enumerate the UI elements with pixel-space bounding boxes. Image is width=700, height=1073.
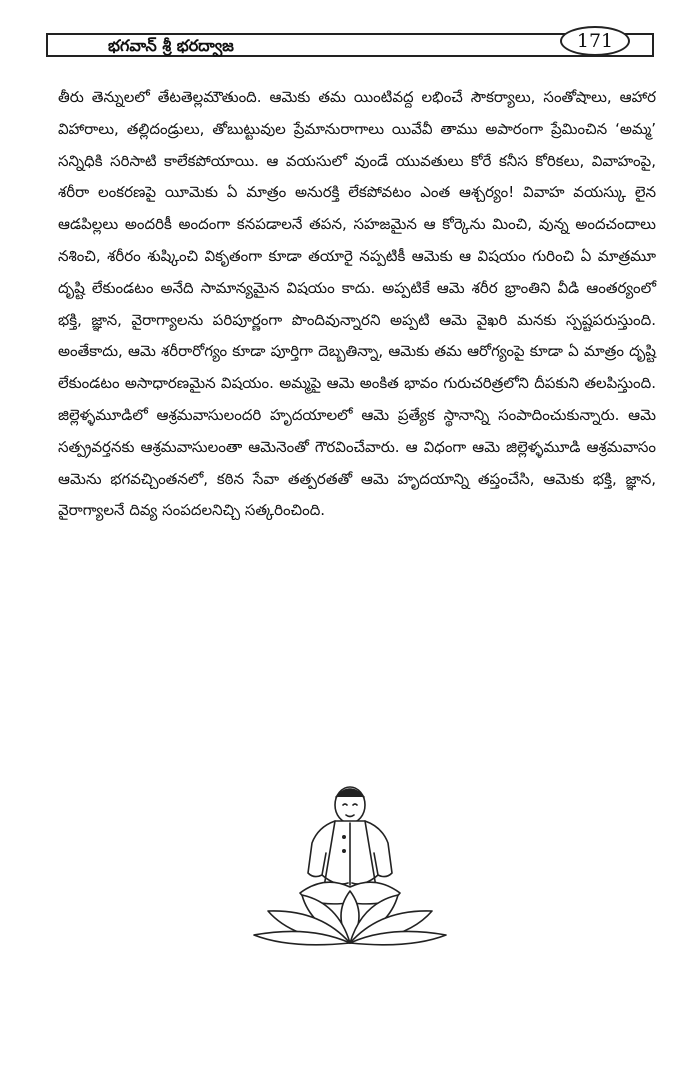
seated-figure-on-lotus-icon (240, 775, 460, 950)
body-paragraph: తీరు తెన్నులలో తేటతెల్లమౌతుంది. ఆమెకు తమ యింటివద్ద లభించే సౌకర్యాలు, సంతోషాలు, ఆహార విహారాలు, తల్లిదండ్రులు, తోబుట్టువుల ప్రేమానురాగాలు యివేవీ తాము అపారంగా ప్రేమించిన ‘అమ్మ’ సన్నిధికి సరిసాటి కాలేకపోయాయి. ఆ వయసులో వుండే యువతులు కోరే కనీస కోరికలు, వివాహంపై, శరీరా లంకరణపై యీమెకు ఏ మాత్రం అనురక్తి లేకపోవటం ఎంత ఆశ్చర్యం! వివాహ వయస్కు లైన ఆడపిల్లలు అందరికీ అందంగా కనపడాలనే తపన, సహజమైన ఆ కోర్కెను మించి, వున్న అందచందాలు నశించి, శరీరం శుష్కించి వికృతంగా కూడా తయారై నప్పటికీ ఆమెకు ఆ విషయం గురించి ఏ మాత్రమూ దృష్టి లేకుండటం అనేది సామాన్యమైన విషయం కాదు. అప్పటికే ఆమె శరీర భ్రాంతిని వీడి ఆంతర్యంలో భక్తి, జ్ఞాన, వైరాగ్యాలను పరిపూర్ణంగా పొందివున్నారని అప్పటి ఆమె వైఖరి మనకు స్పష్టపరుస్తుంది. అంతేకాదు, ఆమె శరీరారోగ్యం కూడా పూర్తిగా దెబ్బతిన్నా, ఆమెకు తమ ఆరోగ్యంపై కూడా ఏ మాత్రం దృష్టి లేకుండటం అసాధారణమైన విషయం. అమ్మపై ఆమె అంకిత భావం గురుచరిత్రలోని దీపకుని తలపిస్తుంది. జిల్లెళ్ళమూడిలో ఆశ్రమవాసులందరి హృదయాలలో ఆమె ప్రత్యేక స్థానాన్ని సంపాదించుకున్నారు. ఆమె సత్ప్రవర్తనకు ఆశ్రమవాసులంతా ఆమెనెంతో గౌరవించేవారు. ఆ విధంగా ఆమె జిల్లెళ్ళమూడి ఆశ్రమవాసం ఆమెను భగవచ్చింతనలో, కఠిన సేవా తత్పరతతో ఆమె హృదయాన్ని తప్తంచేసి, ఆమెకు భక్తి, జ్ఞాన, వైరాగ్యాలనే దివ్య సంపదలనిచ్చి సత్కరించింది. (58, 88, 656, 520)
page-number: 171 (560, 26, 630, 56)
book-title: భగవాన్ శ్రీ భరద్వాజ (108, 36, 234, 55)
